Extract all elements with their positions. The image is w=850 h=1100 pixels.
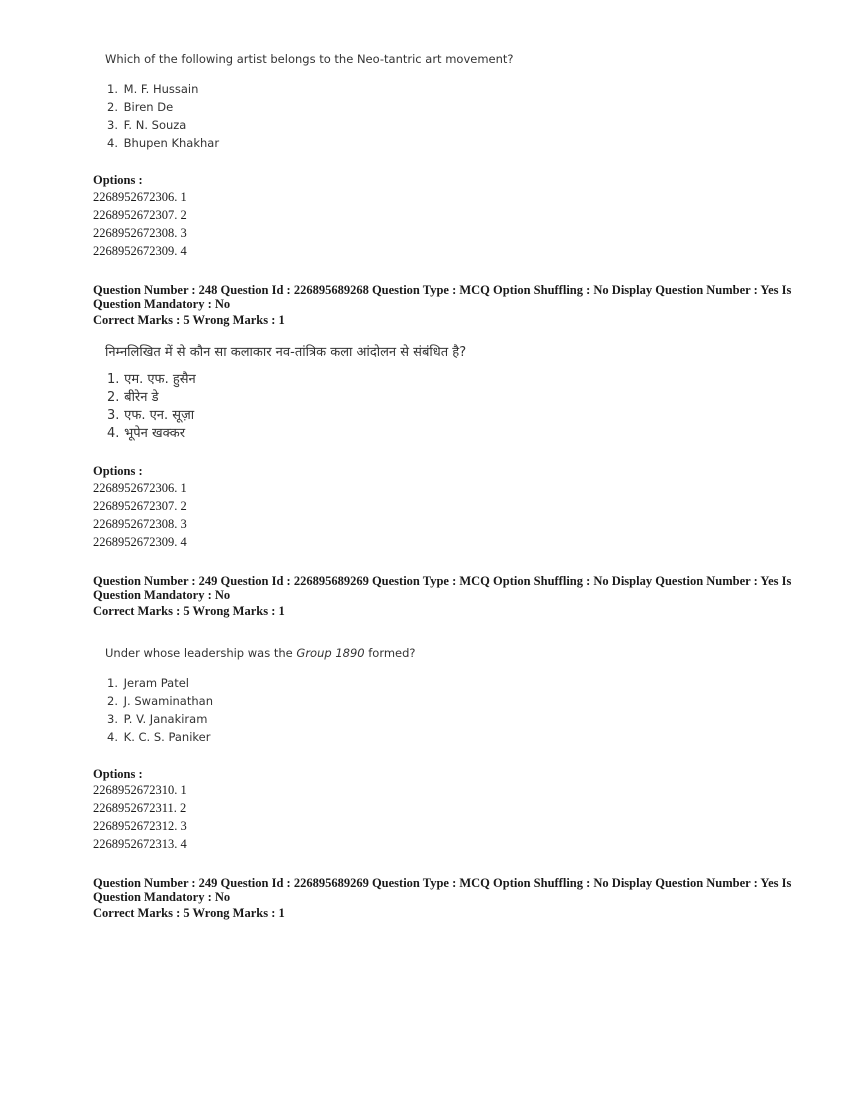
choice-item: 1. Jeram Patel bbox=[107, 676, 190, 690]
option-item: 2268952672308. 3 bbox=[93, 517, 187, 531]
choice-item: 2. Biren De bbox=[107, 100, 174, 114]
meta-line: Question Mandatory : No bbox=[93, 588, 231, 602]
option-item: 2268952672307. 2 bbox=[93, 499, 187, 513]
choice-list bbox=[107, 80, 219, 152]
options-label: Options : bbox=[93, 464, 143, 478]
marks-line: Correct Marks : 5 Wrong Marks : 1 bbox=[93, 313, 285, 327]
meta-line: Question Mandatory : No bbox=[93, 890, 231, 904]
options-label: Options : bbox=[93, 173, 143, 187]
question-meta bbox=[93, 283, 792, 327]
choice-item: 4. K. C. S. Paniker bbox=[107, 730, 211, 744]
choice-item: 3. F. N. Souza bbox=[107, 118, 187, 132]
question-text: Under whose leadership was the Group 1890 formed? bbox=[105, 646, 416, 660]
choice-item: 4. Bhupen Khakhar bbox=[107, 136, 220, 150]
options-list bbox=[93, 188, 187, 260]
option-item: 2268952672311. 2 bbox=[93, 801, 187, 815]
question-meta bbox=[93, 574, 792, 618]
group-name: Group 1890 bbox=[296, 646, 365, 660]
choice-list bbox=[107, 674, 213, 746]
choice-item: 2. J. Swaminathan bbox=[107, 694, 213, 708]
meta-line: Question Number : 249 Question Id : 226895689269 Question Type : MCQ Option Shuffling : No Display Question Number : Yes Is bbox=[93, 876, 792, 890]
options-label: Options : bbox=[93, 767, 143, 781]
choice-item: 1. एम. एफ. हुसैन bbox=[107, 372, 196, 387]
option-item: 2268952672306. 1 bbox=[93, 190, 187, 204]
meta-line: Question Number : 248 Question Id : 226895689268 Question Type : MCQ Option Shuffling : No Display Question Number : Yes Is bbox=[93, 283, 792, 297]
choice-item: 3. एफ. एन. सूज़ा bbox=[107, 408, 195, 423]
meta-line: Question Number : 249 Question Id : 226895689269 Question Type : MCQ Option Shuffling : No Display Question Number : Yes Is bbox=[93, 574, 792, 588]
question-text: निम्नलिखित में से कौन सा कलाकार नव-तांत्रिक कला आंदोलन से संबंधित है? bbox=[105, 345, 467, 360]
choice-item: 1. M. F. Hussain bbox=[107, 82, 199, 96]
option-item: 2268952672310. 1 bbox=[93, 783, 187, 797]
meta-line: Question Mandatory : No bbox=[93, 297, 231, 311]
option-item: 2268952672307. 2 bbox=[93, 208, 187, 222]
choice-item: 2. बीरेन डे bbox=[107, 390, 159, 405]
marks-line: Correct Marks : 5 Wrong Marks : 1 bbox=[93, 604, 285, 618]
option-item: 2268952672309. 4 bbox=[93, 244, 187, 258]
question-meta bbox=[93, 876, 792, 920]
options-list bbox=[93, 781, 187, 853]
choice-item: 4. भूपेन खक्कर bbox=[107, 426, 186, 441]
option-item: 2268952672312. 3 bbox=[93, 819, 187, 833]
question-text: Which of the following artist belongs to the Neo-tantric art movement? bbox=[105, 52, 514, 66]
choice-item: 3. P. V. Janakiram bbox=[107, 712, 208, 726]
marks-line: Correct Marks : 5 Wrong Marks : 1 bbox=[93, 906, 285, 920]
option-item: 2268952672306. 1 bbox=[93, 481, 187, 495]
option-item: 2268952672309. 4 bbox=[93, 535, 187, 549]
options-list bbox=[93, 479, 187, 551]
option-item: 2268952672313. 4 bbox=[93, 837, 187, 851]
choice-list bbox=[107, 371, 196, 443]
option-item: 2268952672308. 3 bbox=[93, 226, 187, 240]
